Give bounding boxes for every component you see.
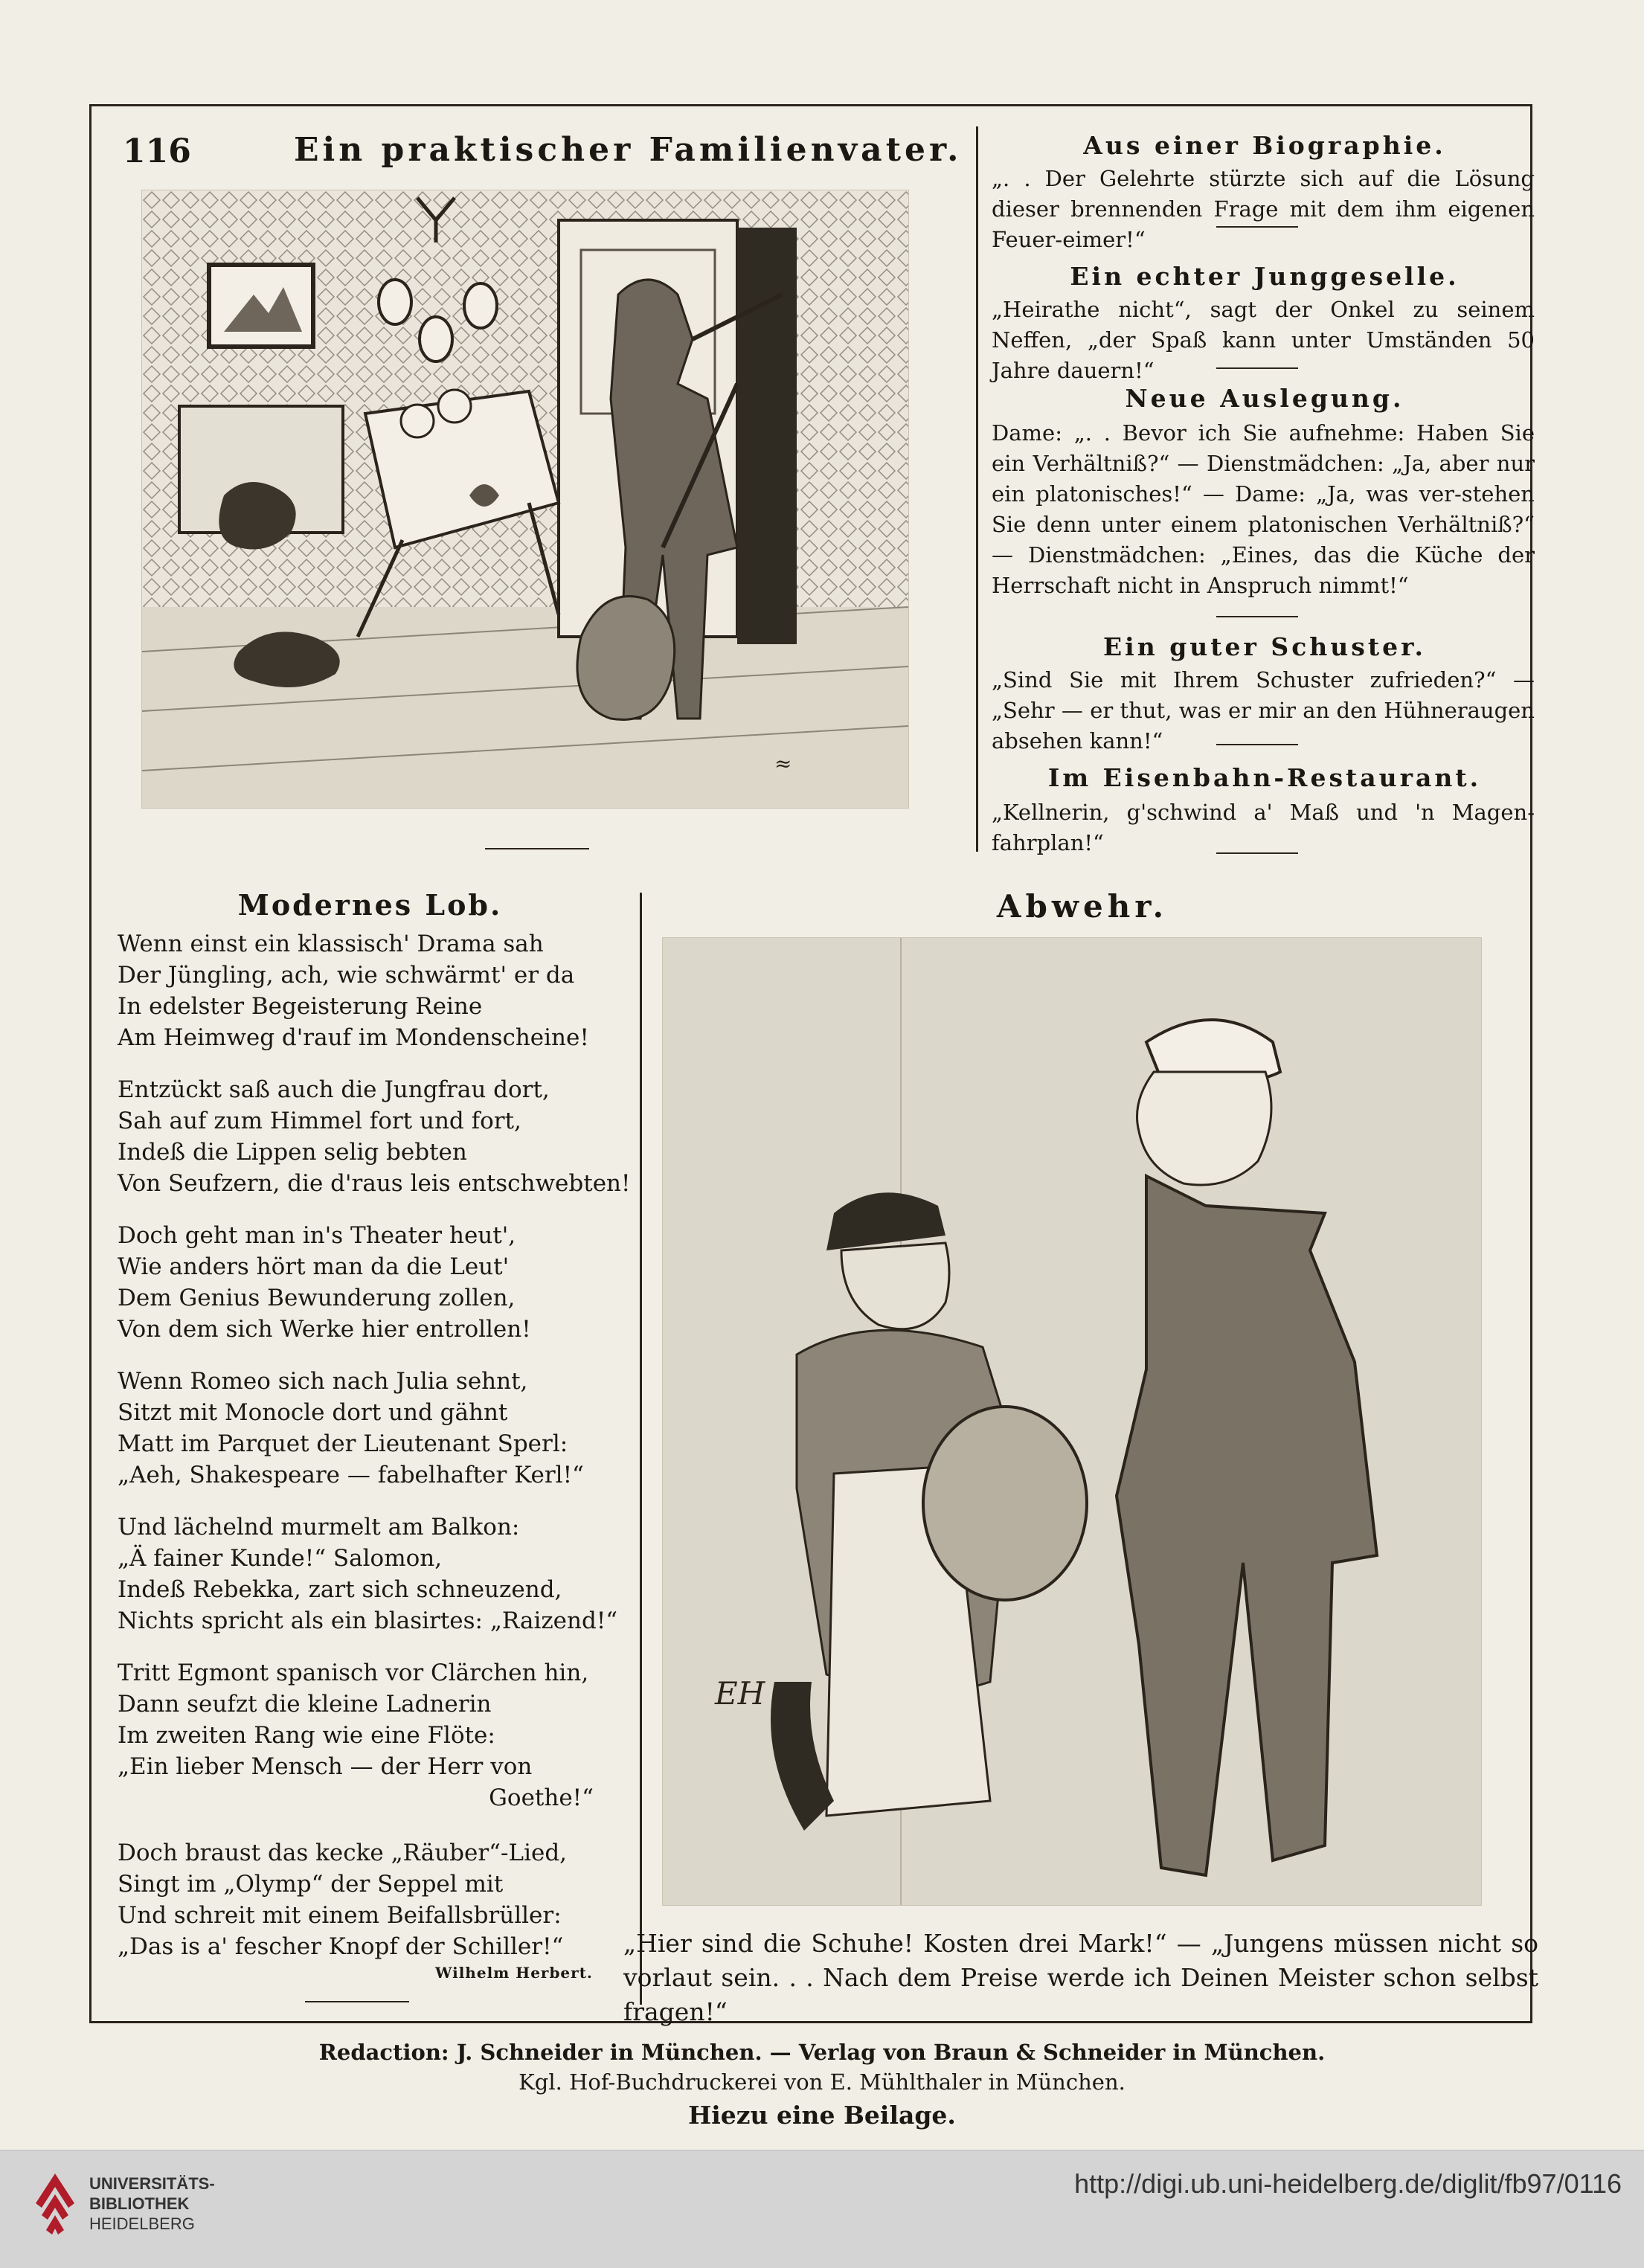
abwehr-caption: „Hier sind die Schuhe! Kosten drei Mark!“ — „Jungens müssen nicht so vorlaut sein. . . Nach dem Preise werde ich Deinen Meister schon selbst fragen!“ — [623, 1929, 1538, 2026]
supplement-note: Hiezu eine Beilage. — [688, 2101, 956, 2130]
poem-line: Und lächelnd murmelt am Balkon: — [118, 1514, 520, 1541]
svg-text:≈: ≈ — [774, 751, 792, 776]
library-logo-mark — [33, 2171, 79, 2239]
divider-3 — [1216, 616, 1298, 617]
poem-line: „Ä fainer Kunde!“ Salomon, — [118, 1545, 443, 1572]
imprint-line-1: Redaction: J. Schneider in München. — Verlag von Braun & Schneider in München. — [318, 2040, 1326, 2065]
library-name[interactable] — [89, 2174, 215, 2234]
poem-line: Sitzt mit Monocle dort und gähnt — [118, 1399, 508, 1426]
schuster-text: „Sind Sie mit Ihrem Schuster zufrieden?“ — „Sehr — er thut, was er mir an den Hühneraugen absehen kann!“ — [992, 667, 1535, 754]
auslegung-text: Dame: „. . Bevor ich Sie aufnehme: Haben Sie ein Verhältniß?“ — Dienstmädchen: „Ja, aber nur ein platonisches!“ — Dame: „Ja, was ver-stehen Sie denn unter einem platonischen Verhältniß?“ — Dienstmädchen: „Eines, das die Küche der Herrschaft nicht in Anspruch nimmt!“ — [992, 420, 1535, 598]
auslegung-title: Neue Auslegung. — [1125, 384, 1404, 413]
poem-line: Von dem sich Werke hier entrollen! — [118, 1316, 531, 1343]
poem-line: Der Jüngling, ach, wie schwärmt' er da — [118, 962, 575, 989]
poem-line: Indeß die Lippen selig bebten — [118, 1139, 467, 1166]
restaurant-text: „Kellnerin, g'schwind a' Maß und 'n Magen-fahrplan!“ — [992, 800, 1535, 855]
illustration-rule — [485, 848, 589, 849]
poem-line: Doch geht man in's Theater heut', — [118, 1222, 516, 1249]
family-scene-drawing — [142, 190, 908, 808]
poem-line: „Ein lieber Mensch — der Herr von — [118, 1753, 533, 1780]
divider-4 — [1216, 744, 1298, 745]
poem-stanza-6 — [118, 1657, 609, 1814]
poem-stanza-1 — [118, 928, 609, 1053]
permalink-url[interactable]: http://digi.ub.uni-heidelberg.de/diglit/fb97/0116 — [1074, 2168, 1622, 2199]
biographie-text: „. . Der Gelehrte stürzte sich auf die Lösung dieser brennenden Frage mit dem ihm eigenen Feuer-eimer!“ — [992, 166, 1535, 252]
junggeselle-title: Ein echter Junggeselle. — [1070, 262, 1460, 291]
poem-stanza-4 — [118, 1366, 609, 1491]
bottom-column-divider — [640, 893, 642, 2005]
schuster-title: Ein guter Schuster. — [1103, 632, 1426, 661]
poem-line: Wenn Romeo sich nach Julia sehnt, — [118, 1368, 528, 1395]
poem-line: Dem Genius Bewunderung zollen, — [118, 1285, 516, 1311]
poem-line: Von Seufzern, die d'raus leis entschwebten! — [118, 1170, 631, 1197]
poem-line: Singt im „Olymp“ der Seppel mit — [118, 1871, 504, 1898]
library-name-line: BIBLIOTHEK — [89, 2194, 190, 2213]
imprint-line-2: Kgl. Hof-Buchdruckerei von E. Mühlthaler in München. — [518, 2069, 1126, 2095]
poem-line: „Das is a' fescher Knopf der Schiller!“ — [118, 1933, 564, 1960]
poem-line: In edelster Begeisterung Reine — [118, 993, 483, 1020]
poem-line: Im zweiten Rang wie eine Flöte: — [118, 1722, 495, 1749]
poem-line: Und schreit mit einem Beifallsbrüller: — [118, 1902, 562, 1929]
poem-line: Matt im Parquet der Lieutenant Sperl: — [118, 1430, 568, 1457]
poem-stanza-7 — [118, 1837, 609, 1962]
family-father-illustration — [141, 190, 909, 809]
svg-text:EH: EH — [715, 1675, 765, 1712]
poem-line: Entzückt saß auch die Jungfrau dort, — [118, 1076, 550, 1103]
poem-line: Goethe!“ — [489, 1784, 594, 1811]
abwehr-illustration — [662, 937, 1482, 1906]
poem-title: Modernes Lob. — [237, 888, 503, 922]
poem-line: Sah auf zum Himmel fort und fort, — [118, 1108, 521, 1134]
abwehr-title: Abwehr. — [996, 888, 1169, 925]
library-logo-icon[interactable] — [33, 2171, 79, 2239]
library-footer-bar — [0, 2150, 1644, 2268]
divider-2 — [1216, 367, 1298, 369]
poem-line: Nichts spricht als ein blasirtes: „Raizend!“ — [118, 1607, 618, 1634]
poem-stanza-2 — [118, 1074, 631, 1199]
shoemaker-scene-drawing — [663, 938, 1481, 1905]
poem-line: Wenn einst ein klassisch' Drama sah — [118, 931, 544, 957]
biographie-title: Aus einer Biographie. — [1083, 131, 1446, 160]
junggeselle-text: „Heirathe nicht“, sagt der Onkel zu seinem Neffen, „der Spaß kann unter Umständen 50 Jahre dauern!“ — [992, 297, 1535, 383]
poem-line: Dann seufzt die kleine Ladnerin — [118, 1691, 492, 1718]
page-title: Ein praktischer Familienvater. — [294, 131, 963, 169]
library-name-line: UNIVERSITÄTS- — [89, 2174, 215, 2193]
restaurant-title: Im Eisenbahn-Restaurant. — [1047, 763, 1482, 792]
poem-line: „Aeh, Shakespeare — fabelhafter Kerl!“ — [118, 1462, 584, 1488]
divider-5 — [1216, 852, 1298, 854]
poem-line: Doch braust das kecke „Räuber“-Lied, — [118, 1840, 568, 1866]
page-number: 116 — [123, 132, 191, 170]
poem-stanza-3 — [118, 1220, 609, 1345]
poem-line: Am Heimweg d'rauf im Mondenscheine! — [118, 1024, 589, 1051]
poem-stanza-5 — [118, 1512, 618, 1636]
poem-line: Indeß Rebekka, zart sich schneuzend, — [118, 1576, 562, 1603]
library-name-line: HEIDELBERG — [89, 2214, 195, 2233]
top-column-divider — [976, 126, 978, 852]
divider-1 — [1216, 226, 1298, 228]
poem-line: Wie anders hört man da die Leut' — [118, 1253, 510, 1280]
poem-line: Tritt Egmont spanisch vor Clärchen hin, — [118, 1660, 589, 1686]
poem-author: Wilhelm Herbert. — [435, 1964, 593, 1982]
poem-end-rule — [305, 2001, 409, 2002]
